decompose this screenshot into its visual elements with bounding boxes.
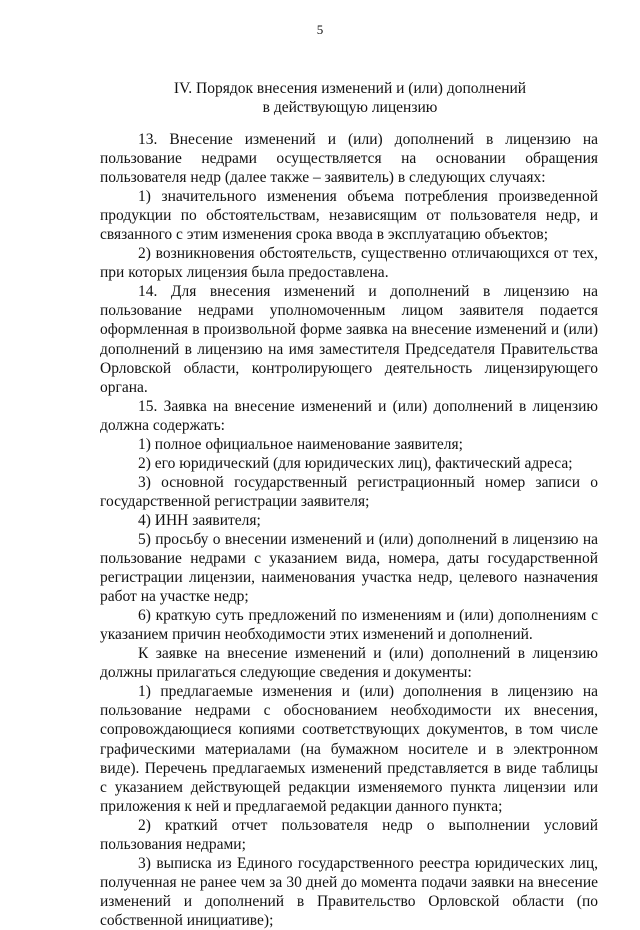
- paragraph-15-item-1: 1) полное официальное наименование заявителя;: [138, 435, 463, 453]
- document-body: [100, 130, 598, 930]
- paragraph-13-item-2: 2) возникновения обстоятельств, существенно отличающихся от тех, при которых лицензия была предоставлена.: [100, 245, 598, 282]
- paragraph-15: 15. Заявка на внесение изменений и (или) дополнений в лицензию должна содержать:: [100, 397, 598, 434]
- page-number: 5: [316, 22, 324, 37]
- paragraph-13: 13. Внесение изменений и (или) дополнений в лицензию на пользование недрами осуществляется на основании обращения пользователя недр (далее также – заявитель) в следующих случаях:: [100, 131, 598, 187]
- attachment-item-2: 2) краткий отчет пользователя недр о выполнении условий пользования недрами;: [100, 816, 598, 853]
- paragraph-14: 14. Для внесения изменений и дополнений в лицензию на пользование недрами уполномоченным лицом заявителя подается оформленная в произвольной форме заявка на внесение изменений и (или) дополнений в лицензию на имя заместителя Председателя Правительства Орловской области, контролирующего деятельность лицензирующего органа.: [100, 283, 598, 396]
- paragraph-15-item-5: 5) просьбу о внесении изменений и (или) дополнений в лицензию на пользование недрами с указанием вида, номера, даты государственной регистрации лицензии, наименования участка недр, целевого назначения работ на участке недр;: [100, 530, 598, 606]
- section-title-line-2: в действующую лицензию: [262, 99, 438, 116]
- paragraph-15-item-2: 2) его юридический (для юридических лиц), фактический адреса;: [138, 454, 573, 472]
- attachment-item-3: 3) выписка из Единого государственного реестра юридических лиц, полученная не ранее чем за 30 дней до момента подачи заявки на внесение изменений и дополнений в Правительство Орловской области (по собственной инициативе);: [100, 854, 598, 929]
- section-title-line-1: IV. Порядок внесения изменений и (или) дополнений: [173, 80, 527, 97]
- section-heading: [100, 79, 600, 117]
- paragraph-15-item-4: 4) ИНН заявителя;: [138, 511, 261, 529]
- paragraph-15-item-6: 6) краткую суть предложений по изменениям и (или) дополнениям с указанием причин необходимости этих изменений и дополнений.: [100, 607, 598, 644]
- paragraph-13-item-1: 1) значительного изменения объема потребления произведенной продукции по обстоятельствам, независящим от пользователя недр, и связанного с этим изменения срока ввода в эксплуатацию объектов;: [100, 188, 598, 244]
- paragraph-15-item-3: 3) основной государственный регистрационный номер записи о государственной регистрации заявителя;: [100, 473, 598, 510]
- attachment-item-1: 1) предлагаемые изменения и (или) дополнения в лицензию на пользование недрами с обоснованием необходимости их внесения, сопровождающиеся копиями соответствующих документов, в том числе графическими материалами (на бумажном носителе и в электронном виде). Перечень предлагаемых изменений представляется в виде таблицы с указанием действующей редакции изменяемого пункта лицензии или приложения к ней и предлагаемой редакции данного пункта;: [100, 683, 598, 815]
- attachments-intro: К заявке на внесение изменений и (или) дополнений в лицензию должны прилагаться следующие сведения и документы:: [100, 645, 598, 682]
